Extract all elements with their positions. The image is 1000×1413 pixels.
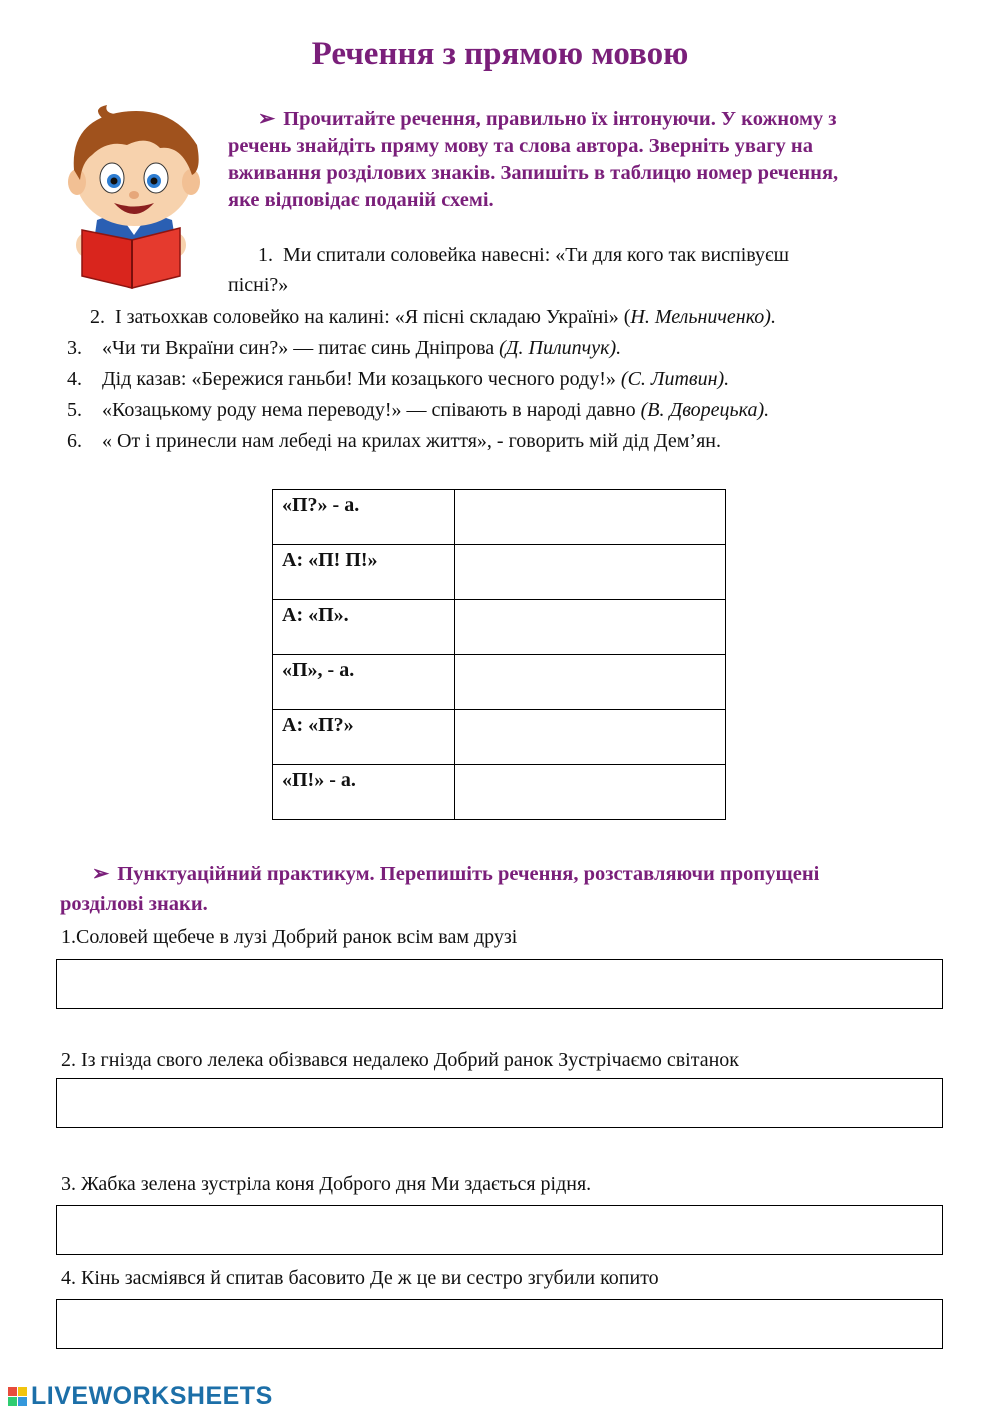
scheme-label: А: «П». xyxy=(273,600,455,655)
sentence-1: 1. Ми спитали соловейка навесні: «Ти для кого так виспівуєш xyxy=(258,244,790,266)
scheme-label: «П?» - а. xyxy=(273,490,455,545)
table-row xyxy=(273,490,726,545)
table-row xyxy=(273,545,726,600)
table-row xyxy=(273,710,726,765)
instruction2-line-1: ➢ Пунктуаційний практикум. Перепишіть речення, розставляючи пропущені xyxy=(92,863,820,885)
exercise-4-answer-box[interactable] xyxy=(56,1299,943,1349)
scheme-answer-cell[interactable] xyxy=(455,765,726,820)
arrow-bullet-icon: ➢ xyxy=(258,108,276,130)
scheme-answer-cell[interactable] xyxy=(455,710,726,765)
exercise-2-text: 2. Із гнізда свого лелека обізвався недалеко Добрий ранок Зустрічаємо світанок xyxy=(61,1049,739,1071)
scheme-label: «П!» - а. xyxy=(273,765,455,820)
page-title: Речення з прямою мовою xyxy=(311,36,689,72)
instruction-line-1: ➢ Прочитайте речення, правильно їх інтонуючи. У кожному з xyxy=(258,108,837,130)
exercise-3-text: 3. Жабка зелена зустріла коня Доброго дня Ми здається рідня. xyxy=(61,1173,592,1195)
logo-squares-icon xyxy=(8,1387,27,1406)
liveworksheets-logo[interactable] xyxy=(8,1382,273,1411)
scheme-table xyxy=(272,489,726,820)
boy-reading-illustration xyxy=(52,100,217,290)
scheme-label: А: «П! П!» xyxy=(273,545,455,600)
sentence-4: 4. Дід казав: «Бережися ганьби! Ми козацького чесного роду!» (С. Литвин). xyxy=(67,368,730,390)
exercise-1-answer-box[interactable] xyxy=(56,959,943,1009)
instruction-line-2: речень знайдіть пряму мову та слова автора. Зверніть увагу на xyxy=(228,135,813,157)
table-row xyxy=(273,600,726,655)
sentence-3: 3. «Чи ти Вкраїни син?» — питає синь Дніпрова (Д. Пилипчук). xyxy=(67,337,622,359)
instruction-line-3: вживання розділових знаків. Запишіть в таблицю номер речення, xyxy=(228,162,839,184)
table-row xyxy=(273,765,726,820)
scheme-label: А: «П?» xyxy=(273,710,455,765)
exercise-1-text: 1.Соловей щебече в лузі Добрий ранок всім вам друзі xyxy=(61,926,518,948)
table-row xyxy=(273,655,726,710)
scheme-answer-cell[interactable] xyxy=(455,655,726,710)
sentence-6: 6. « От і принесли нам лебеді на крилах життя», - говорить мій дід Дем’ян. xyxy=(67,430,721,452)
exercise-2-answer-box[interactable] xyxy=(56,1078,943,1128)
arrow-bullet-icon: ➢ xyxy=(92,863,110,885)
instruction2-line-2: розділові знаки. xyxy=(60,893,208,915)
exercise-3-answer-box[interactable] xyxy=(56,1205,943,1255)
sentence-1-cont: пісні?» xyxy=(228,274,289,296)
sentence-2: 2. І затьохкав соловейко на калині: «Я пісні складаю Україні» (Н. Мельниченко). xyxy=(90,306,776,328)
scheme-answer-cell[interactable] xyxy=(455,490,726,545)
sentence-5: 5. «Козацькому роду нема переводу!» — співають в народі давно (В. Дворецька). xyxy=(67,399,770,421)
logo-text: LIVEWORKSHEETS xyxy=(31,1382,273,1410)
instruction-line-4: яке відповідає поданій схемі. xyxy=(228,189,494,211)
scheme-label: «П», - а. xyxy=(273,655,455,710)
scheme-answer-cell[interactable] xyxy=(455,600,726,655)
exercise-4-text: 4. Кінь засміявся й спитав басовито Де ж це ви сестро згубили копито xyxy=(61,1267,659,1289)
scheme-answer-cell[interactable] xyxy=(455,545,726,600)
